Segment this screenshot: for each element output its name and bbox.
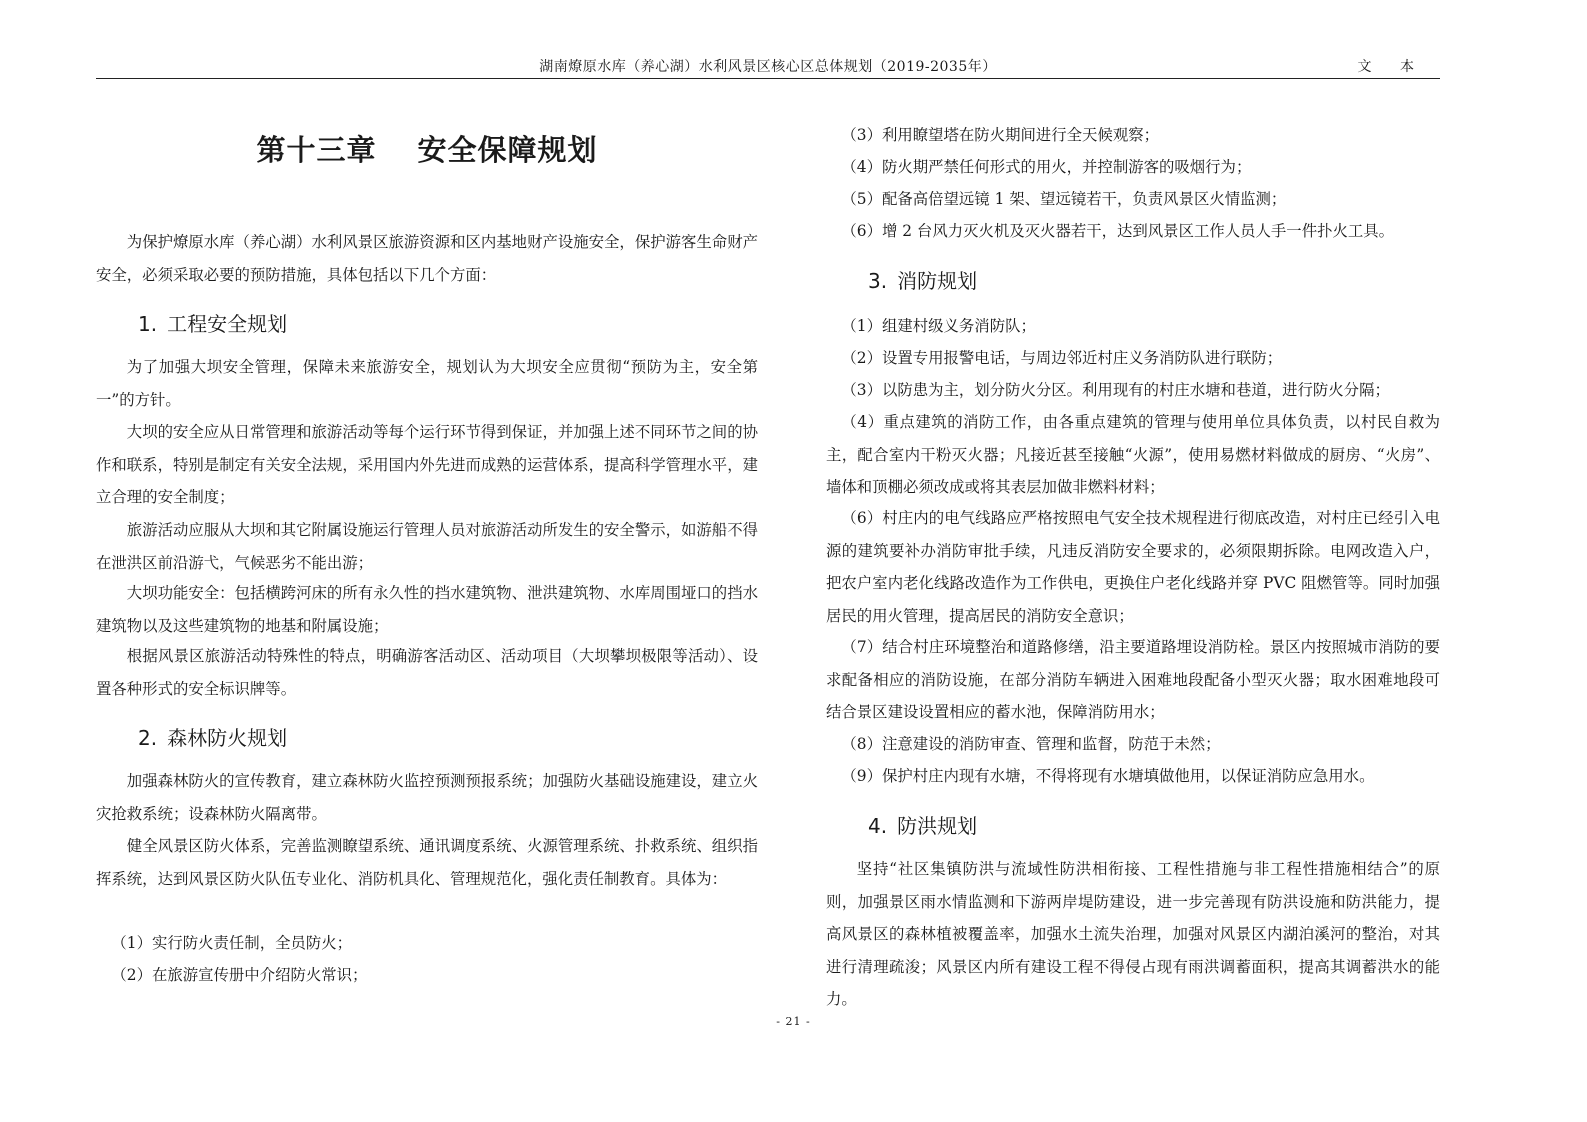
section-3-list-item: （4）重点建筑的消防工作，由各重点建筑的管理与使用单位具体负责，以村民自救为主，配合室内干粉灭火器；凡接近甚至接触“火源”，使用易燃材料做成的厨房、“火房”、墙体和顶棚必须改成或将其表层加做非燃料材料；: [826, 413, 1440, 497]
section-4-heading: [868, 810, 977, 839]
section-1-paragraph: 旅游活动应服从大坝和其它附属设施运行管理人员对旅游活动所发生的安全警示，如游船不得在泄洪区前沿游弋，气候恶劣不能出游；: [96, 521, 758, 572]
section-3-title: 消防规划: [897, 269, 978, 293]
section-2-list-item: （2）在旅游宣传册中介绍防火常识；: [111, 966, 368, 984]
section-2-list-item: （1）实行防火责任制，全员防火；: [111, 934, 353, 952]
section-1-paragraph: 根据风景区旅游活动特殊性的特点，明确游客活动区、活动项目（大坝攀坝极限等活动）、设置各种形式的安全标识牌等。: [96, 647, 758, 698]
section-3-list-item: （2）设置专用报警电话，与周边邻近村庄义务消防队进行联防；: [841, 349, 1283, 367]
section-1-paragraph: 大坝的安全应从日常管理和旅游活动等每个运行环节得到保证，并加强上述不同环节之间的协作和联系，特别是制定有关安全法规，采用国内外先进而成熟的运营体系，提高科学管理水平，建立合理的安全制度；: [96, 423, 758, 507]
header-label: 文 本: [1357, 59, 1426, 75]
section-2-heading: [138, 722, 287, 751]
section-1-paragraph: 为了加强大坝安全管理，保障未来旅游安全，规划认为大坝安全应贯彻“预防为主，安全第一”的方针。: [96, 358, 758, 409]
section-3-heading: [868, 265, 977, 294]
section-3-list-item: （8）注意建设的消防审查、管理和监督，防范于未然；: [841, 735, 1221, 753]
section-1-heading: [138, 308, 287, 337]
section-1-number: 1.: [138, 312, 158, 336]
section-2-list-item: （3）利用瞭望塔在防火期间进行全天候观察；: [841, 126, 1159, 144]
section-4-title: 防洪规划: [897, 814, 978, 838]
section-1-title: 工程安全规划: [167, 312, 288, 336]
header-title: 湖南燎原水库（养心湖）水利风景区核心区总体规划（2019-2035年）: [539, 59, 997, 75]
section-3-list-item: （3）以防患为主，划分防火分区。利用现有的村庄水塘和巷道，进行防火分隔；: [841, 381, 1390, 399]
section-2-list-item: （6）增 2 台风力灭火机及灭火器若干，达到风景区工作人员人手一件扑火工具。: [841, 222, 1395, 240]
section-3-list-item: （6）村庄内的电气线路应严格按照电气安全技术规程进行彻底改造，对村庄已经引入电源的建筑要补办消防审批手续，凡违反消防安全要求的，必须限期拆除。电网改造入户，把农户室内老化线路改造作为工作供电，更换住户老化线路并穿 PVC 阻燃管等。同时加强居民的用火管理，提高居民的消防安全意识；: [826, 509, 1440, 625]
page-number: - 21 -: [776, 1015, 811, 1028]
page-header: [96, 50, 1440, 79]
section-3-list-item: （9）保护村庄内现有水塘，不得将现有水塘填做他用，以保证消防应急用水。: [841, 767, 1375, 785]
section-2-list-item: （4）防火期严禁任何形式的用火，并控制游客的吸烟行为；: [841, 158, 1252, 176]
section-3-list-item: （7）结合村庄环境整治和道路修缮，沿主要道路埋设消防栓。景区内按照城市消防的要求配备相应的消防设施，在部分消防车辆进入困难地段配备小型灭火器；取水困难地段可结合景区建设设置相应的蓄水池，保障消防用水；: [826, 638, 1440, 722]
section-4-paragraph: 坚持“社区集镇防洪与流域性防洪相衔接、工程性措施与非工程性措施相结合”的原则，加强景区雨水情监测和下游两岸堤防建设，进一步完善现有防洪设施和防洪能力，提高风景区的森林植被覆盖率，加强水土流失治理，加强对风景区内湖泊溪河的整治，对其进行清理疏浚；风景区内所有建设工程不得侵占现有雨洪调蓄面积，提高其调蓄洪水的能力。: [826, 860, 1440, 1009]
section-4-number: 4.: [868, 814, 888, 838]
section-2-list-item: （5）配备高倍望远镜 1 架、望远镜若干，负责风景区火情监测；: [841, 190, 1287, 208]
section-3-list-item: （1）组建村级义务消防队；: [841, 317, 1036, 335]
intro-paragraph: 为保护燎原水库（养心湖）水利风景区旅游资源和区内基地财产设施安全，保护游客生命财产安全，必须采取必要的预防措施，具体包括以下几个方面：: [96, 233, 758, 284]
chapter-title: 第十三章 安全保障规划: [256, 133, 598, 167]
section-2-paragraph: 加强森林防火的宣传教育，建立森林防火监控预测预报系统；加强防火基础设施建设，建立火灾抢救系统；设森林防火隔离带。: [96, 772, 758, 823]
section-1-paragraph: 大坝功能安全：包括横跨河床的所有永久性的挡水建筑物、泄洪建筑物、水库周围垭口的挡水建筑物以及这些建筑物的地基和附属设施；: [96, 584, 758, 635]
section-2-paragraph: 健全风景区防火体系，完善监测瞭望系统、通讯调度系统、火源管理系统、扑救系统、组织指挥系统，达到风景区防火队伍专业化、消防机具化、管理规范化，强化责任制教育。具体为：: [96, 837, 758, 888]
section-2-number: 2.: [138, 726, 158, 750]
section-2-title: 森林防火规划: [167, 726, 288, 750]
section-3-number: 3.: [868, 269, 888, 293]
